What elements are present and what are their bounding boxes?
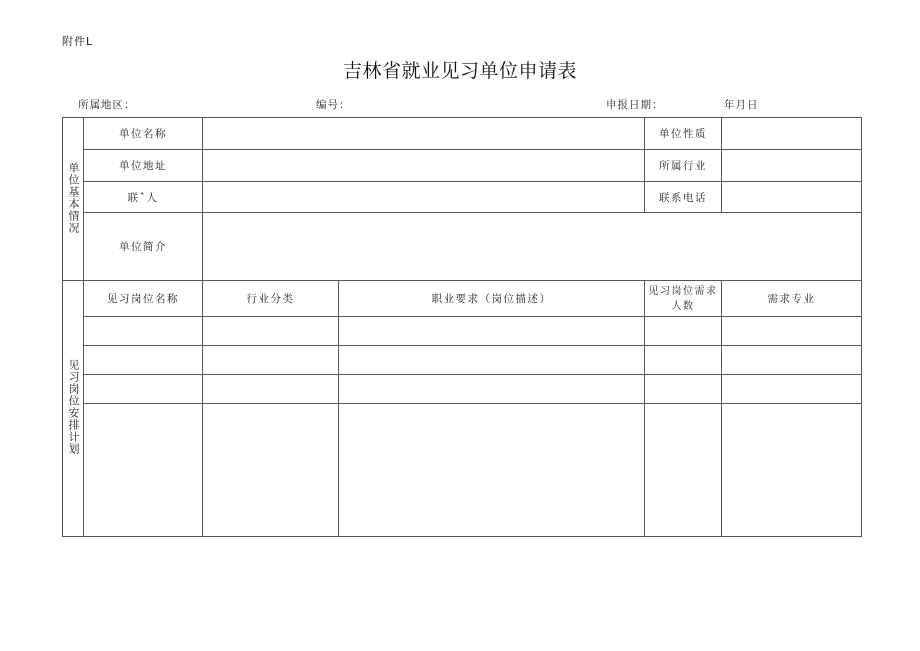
basic-row-unit-address — [63, 150, 862, 182]
unit-address-field[interactable] — [203, 150, 645, 182]
position-name-field[interactable] — [84, 346, 203, 375]
unit-name-field[interactable] — [203, 118, 645, 150]
basic-row-unit-name — [63, 118, 862, 150]
region-label: 所属地区： — [78, 99, 136, 111]
basic-row-intro — [63, 213, 862, 281]
col-position-name: 见习岗位名称 — [84, 281, 203, 317]
major-field[interactable] — [722, 404, 862, 537]
plan-header-row — [63, 281, 862, 317]
basic-info-side-cell — [63, 118, 84, 281]
unit-address-label: 单位地址 — [84, 150, 203, 182]
intro-label: 单位简介 — [84, 213, 203, 281]
industry-category-field[interactable] — [203, 346, 339, 375]
number-label: 编号： — [316, 99, 351, 111]
plan-side-cell — [63, 281, 84, 537]
plan-side-label: 见习岗位安排计划 — [67, 359, 81, 455]
job-requirements-field[interactable] — [339, 404, 645, 537]
job-requirements-field[interactable] — [339, 317, 645, 346]
col-headcount-line1: 见习岗位需求 — [648, 285, 718, 297]
headcount-field[interactable] — [645, 404, 722, 537]
industry-field[interactable] — [722, 150, 862, 182]
col-industry-category: 行业分类 — [203, 281, 339, 317]
job-requirements-field[interactable] — [339, 375, 645, 404]
plan-row — [63, 404, 862, 537]
headcount-field[interactable] — [645, 375, 722, 404]
position-name-field[interactable] — [84, 375, 203, 404]
industry-category-field[interactable] — [203, 317, 339, 346]
application-form-table — [62, 117, 862, 537]
phone-label: 联系电话 — [645, 182, 722, 213]
unit-nature-field[interactable] — [722, 118, 862, 150]
phone-field[interactable] — [722, 182, 862, 213]
col-headcount-line2: 人数 — [671, 300, 695, 312]
plan-row — [63, 375, 862, 404]
industry-category-field[interactable] — [203, 375, 339, 404]
attachment-label: 附件L — [62, 35, 94, 48]
unit-name-label: 单位名称 — [84, 118, 203, 150]
date-suffix: 年月日 — [724, 99, 759, 111]
headcount-field[interactable] — [645, 317, 722, 346]
plan-row — [63, 317, 862, 346]
industry-category-field[interactable] — [203, 404, 339, 537]
date-label: 申报日期： — [606, 99, 664, 111]
job-requirements-field[interactable] — [339, 346, 645, 375]
major-field[interactable] — [722, 375, 862, 404]
plan-row — [63, 346, 862, 375]
major-field[interactable] — [722, 346, 862, 375]
basic-info-side-label: 单位基本情况 — [67, 161, 81, 234]
contact-field[interactable] — [203, 182, 645, 213]
headcount-field[interactable] — [645, 346, 722, 375]
col-major: 需求专业 — [722, 281, 862, 317]
industry-label: 所属行业 — [645, 150, 722, 182]
form-title: 吉林省就业见习单位申请表 — [342, 60, 577, 82]
basic-row-contact — [63, 182, 862, 213]
position-name-field[interactable] — [84, 404, 203, 537]
col-headcount — [645, 281, 722, 317]
unit-nature-label: 单位性质 — [645, 118, 722, 150]
major-field[interactable] — [722, 317, 862, 346]
intro-field[interactable] — [203, 213, 862, 281]
contact-label: 联ˆ人 — [84, 182, 203, 213]
position-name-field[interactable] — [84, 317, 203, 346]
col-job-requirements: 职业要求（岗位描述） — [339, 281, 645, 317]
